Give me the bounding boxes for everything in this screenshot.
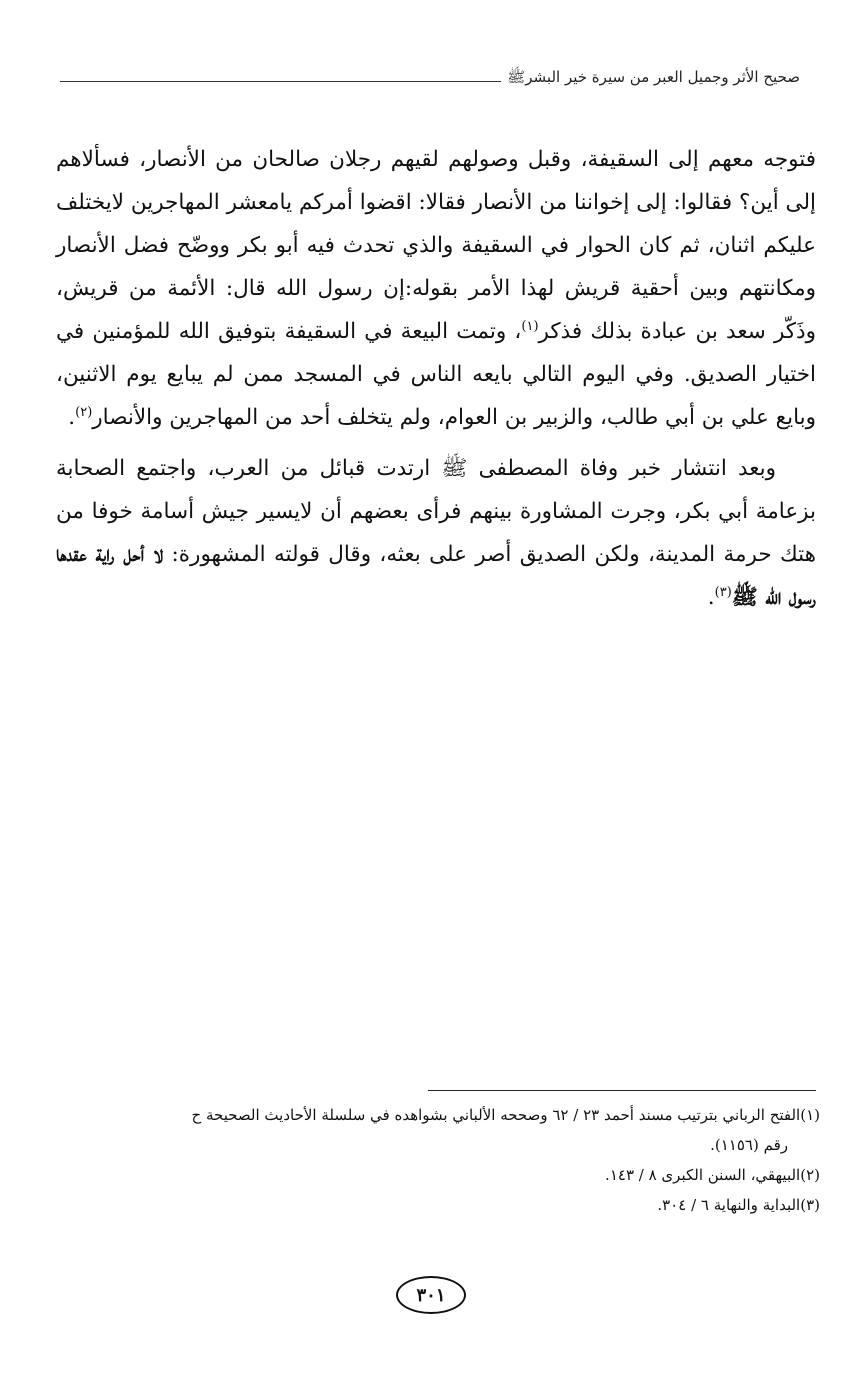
footnote-ref-2: (٢) [75, 404, 93, 420]
footnote-1: (١)الفتح الرباني بترتيب مسند أحمد ٢٣ / ٦٢ وصححه الألباني بشواهده في سلسلة الأحاديث الصحيحة ح [191, 1106, 820, 1124]
page-number-text: ٣٠١ [416, 1284, 446, 1306]
footnote-3: (٣)البداية والنهاية ٦ / ٣٠٤. [657, 1196, 820, 1214]
footnote-1-continued: رقم (١١٥٦). [710, 1136, 788, 1154]
footnotes [50, 1100, 820, 1220]
running-head-title: صحيح الأثر وجميل العبر من سيرة خير البشرﷺ [507, 68, 800, 86]
running-head [60, 62, 800, 86]
footnote-ref-3: (٣) [714, 584, 732, 600]
running-head-rule [60, 81, 501, 82]
paragraph-2-end: . [707, 585, 715, 610]
footnote-2: (٢)البيهقي، السنن الكبرى ٨ / ١٤٣. [605, 1166, 820, 1184]
footnote-ref-1: (١) [521, 318, 539, 334]
paragraph-1 [56, 138, 816, 439]
footnote-separator [428, 1090, 816, 1091]
paragraph-2-text: وبعد انتشار خبر وفاة المصطفى ﷺ ارتدت قبائل من العرب، واجتمع الصحابة بزعامة أبي بكر، وجرت المشاورة بينهم فرأى بعضهم أن لايسير جيش أسامة خوفا من هتك حرمة المدينة، ولكن الصديق أصر على بعثه، وقال قولته المشهورة: [56, 456, 816, 567]
paragraph-1-end: . [68, 405, 76, 430]
paragraph-1-text-b: ، وتمت البيعة في السقيفة بتوفيق الله للمؤمنين في اختيار الصديق. وفي اليوم التالي بايعه الناس في المسجد ممن لم يبايع يوم الاثنين، وبايع علي بن أبي طالب، والزبير بن العوام، ولم يتخلف أحد من المهاجرين والأنصار [56, 319, 816, 430]
paragraph-2 [56, 447, 816, 619]
paragraph-1-text-a: فتوجه معهم إلى السقيفة، وقبل وصولهم لقيهم رجلان صالحان من الأنصار، فسألاهم إلى أين؟ فقالوا: إلى إخواننا من الأنصار فقالا: اقضوا أمركم يامعشر المهاجرين لايختلف عليكم اثنان، ثم كان الحوار في السقيفة والذي تحدث فيه أبو بكر ووضّح فضل الأنصار ومكانتهم وبين أحقية قريش لهذا الأمر بقوله:إن رسول الله قال: الأئمة من قريش، وذَكّر سعد بن عبادة بذلك فذكر [56, 147, 816, 344]
quote-bold: لا أحل راية عقدها رسول الله ﷺ [56, 542, 816, 610]
page-number [396, 1276, 466, 1314]
main-text [56, 138, 816, 619]
